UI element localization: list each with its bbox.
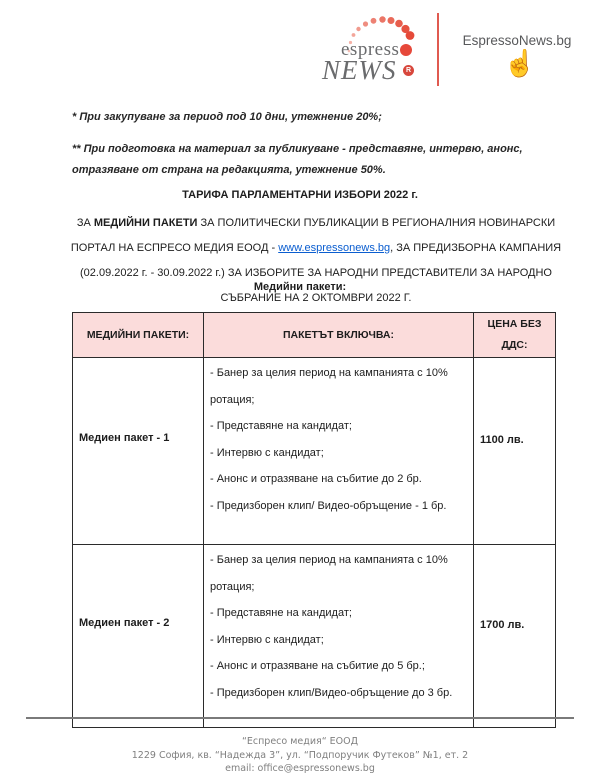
website-link[interactable]: www.espressonews.bg — [278, 242, 391, 254]
intro-text: , ЗА ПРЕДИЗБОРНА КАМПАНИЯ (02.09.2022 г. - 30.09.2022 г.) ЗА ИЗБОРИТЕ ЗА НАРОДНИ ПРЕДСТАВИТЕЛИ ЗА НАРОДНО СЪБРАНИЕ НА 2 ОКТОМВРИ 2022 Г. — [80, 242, 562, 304]
footer-email: email: office@espressonews.bg — [225, 763, 375, 774]
include-item: - Представяне на кандидат; — [210, 420, 352, 432]
logo-o-dot-icon — [400, 44, 412, 56]
page-title: ТАРИФА ПАРЛАМЕНТАРНИ ИЗБОРИ 2022 г. — [182, 189, 418, 201]
package-includes-cell — [204, 545, 474, 728]
include-item: - Анонс и отразяване на събитие до 2 бр. — [210, 473, 422, 485]
header-divider — [437, 13, 439, 86]
footer-company: “Еспресо медия“ ЕООД — [241, 736, 359, 747]
table-row — [73, 358, 556, 545]
footer-divider — [26, 717, 574, 719]
include-item: - Интервю с кандидат; — [210, 633, 324, 646]
include-item: - Предизборен клип/Видео-обръщение до 3 бр. — [210, 686, 453, 699]
package-price-cell: 1700 лв. — [474, 545, 556, 728]
hand-pointer-icon: ☝ — [503, 48, 537, 78]
package-includes-cell — [204, 358, 474, 545]
espresso-news-logo — [322, 8, 440, 100]
logo-espresso-text: espress — [341, 39, 400, 60]
include-item: - Представяне на кандидат; — [210, 607, 352, 619]
surcharge-notes — [72, 107, 564, 192]
include-item: - Банер за целия период на кампанията с 10% ротация; — [210, 554, 448, 593]
package-price-cell: 1100 лв. — [474, 358, 556, 545]
logo-wordmark-bottom: NEWS — [322, 55, 397, 85]
intro-paragraph — [70, 211, 562, 311]
table-row — [73, 545, 556, 728]
footer — [0, 735, 600, 776]
col-header-includes: ПАКЕТЪТ ВКЛЮЧВА: — [204, 313, 474, 358]
include-item: - Банер за целия период на кампанията с 10% ротация; — [210, 367, 448, 406]
registered-trademark-icon: R — [403, 65, 414, 76]
package-name-cell: Медиен пакет - 1 — [73, 358, 204, 545]
col-header-packages: МЕДИЙНИ ПАКЕТИ: — [73, 313, 204, 358]
note-line-2: ** При подготовка на материал за публикуване - представяне, интервю, анонс, отразяване от страна на редакцията, утежнение 50%. — [72, 143, 523, 176]
include-item: - Интервю с кандидат; — [210, 446, 324, 459]
intro-text: ЗА ПОЛИТИЧЕСКИ ПУБЛИКАЦИИ В РЕГИОНАЛНИЯ НОВИНАРСКИ ПОРТАЛ НА ЕСПРЕСО МЕДИЯ ЕООД - — [70, 217, 556, 254]
media-packages-table — [72, 312, 556, 728]
table-header-row — [73, 313, 556, 358]
intro-text: ЗА — [76, 217, 94, 229]
package-name-cell: Медиен пакет - 2 — [73, 545, 204, 728]
col-header-price: ЦЕНА БЕЗ ДДС: — [474, 313, 556, 358]
include-item: - Предизборен клип/ Видео-обръщение - 1 бр. — [210, 499, 447, 512]
site-name-link[interactable]: EspressoNews.bg — [462, 33, 572, 48]
table-caption: Медийни пакети: — [253, 281, 347, 293]
intro-bold-text: МЕДИЙНИ ПАКЕТИ — [93, 217, 198, 229]
note-line-1: * При закупуване за период под 10 дни, утежнение 20%; — [72, 111, 382, 123]
include-item: - Анонс и отразяване на събитие до 5 бр.; — [210, 660, 425, 672]
footer-address: 1229 София, кв. “Надежда 3”, ул. “Подпоручик Футеков” №1, ет. 2 — [131, 749, 469, 761]
